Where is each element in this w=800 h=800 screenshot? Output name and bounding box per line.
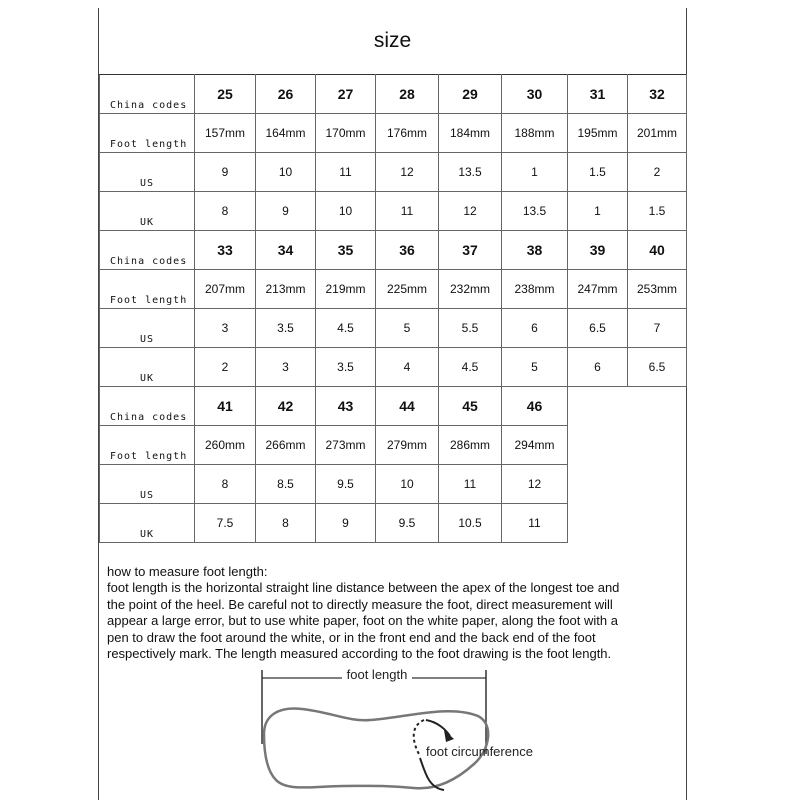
us-size-cell: 6.5 xyxy=(568,309,628,348)
us-size-cell: 7 xyxy=(628,309,687,348)
china-code-label: China codes xyxy=(100,387,195,426)
china-code-cell: 25 xyxy=(195,75,256,114)
size-chart-sheet xyxy=(98,8,687,800)
foot-length-cell: 225mm xyxy=(376,270,439,309)
china-code-label: China codes xyxy=(100,231,195,270)
foot-length-row xyxy=(100,270,687,309)
measure-instructions xyxy=(107,564,682,662)
uk-size-cell: 3 xyxy=(256,348,316,387)
uk-size-cell: 5 xyxy=(502,348,568,387)
us-size-row xyxy=(100,309,687,348)
us-size-cell: 3 xyxy=(195,309,256,348)
empty-cell xyxy=(628,465,687,504)
empty-cell xyxy=(568,465,628,504)
us-size-cell: 8.5 xyxy=(256,465,316,504)
china-code-cell: 36 xyxy=(376,231,439,270)
uk-size-cell: 11 xyxy=(502,504,568,543)
uk-size-cell: 12 xyxy=(439,192,502,231)
foot-length-cell: 176mm xyxy=(376,114,439,153)
foot-length-cell: 157mm xyxy=(195,114,256,153)
china-code-cell: 31 xyxy=(568,75,628,114)
us-size-row xyxy=(100,465,687,504)
uk-size-cell: 9.5 xyxy=(376,504,439,543)
foot-length-cell: 188mm xyxy=(502,114,568,153)
uk-size-cell: 2 xyxy=(195,348,256,387)
foot-length-cell: 164mm xyxy=(256,114,316,153)
us-size-cell: 3.5 xyxy=(256,309,316,348)
empty-cell xyxy=(568,426,628,465)
us-size-cell: 11 xyxy=(316,153,376,192)
uk-size-cell: 8 xyxy=(256,504,316,543)
china-code-cell: 39 xyxy=(568,231,628,270)
foot-length-label: Foot length xyxy=(100,426,195,465)
foot-length-cell: 213mm xyxy=(256,270,316,309)
uk-size-cell: 8 xyxy=(195,192,256,231)
us-size-cell: 13.5 xyxy=(439,153,502,192)
china-code-cell: 40 xyxy=(628,231,687,270)
instructions-line: foot length is the horizontal straight line distance between the apex of the longest toe and xyxy=(107,580,620,596)
uk-size-cell: 10.5 xyxy=(439,504,502,543)
instructions-line: pen to draw the foot around the white, or in the front end and the back end of the foot xyxy=(107,629,596,645)
foot-length-cell: 201mm xyxy=(628,114,687,153)
empty-cell xyxy=(628,504,687,543)
empty-cell xyxy=(568,387,628,426)
us-size-cell: 1.5 xyxy=(568,153,628,192)
foot-length-cell: 247mm xyxy=(568,270,628,309)
foot-circumference-label: foot circumference xyxy=(426,744,533,759)
foot-length-cell: 253mm xyxy=(628,270,687,309)
china-code-cell: 33 xyxy=(195,231,256,270)
us-size-cell: 6 xyxy=(502,309,568,348)
uk-size-cell: 1 xyxy=(568,192,628,231)
uk-size-row xyxy=(100,348,687,387)
instructions-line: respectively mark. The length measured according to the foot drawing is the foot length. xyxy=(107,646,612,662)
us-size-label: US xyxy=(100,153,195,192)
foot-length-cell: 184mm xyxy=(439,114,502,153)
empty-cell xyxy=(568,504,628,543)
us-size-cell: 4.5 xyxy=(316,309,376,348)
us-size-cell: 9 xyxy=(195,153,256,192)
china-code-cell: 43 xyxy=(316,387,376,426)
china-code-cell: 41 xyxy=(195,387,256,426)
china-code-cell: 29 xyxy=(439,75,502,114)
uk-size-cell: 6.5 xyxy=(628,348,687,387)
uk-size-cell: 9 xyxy=(256,192,316,231)
chart-title: size xyxy=(373,29,412,52)
instructions-heading: how to measure foot length: xyxy=(107,564,268,579)
us-size-cell: 5.5 xyxy=(439,309,502,348)
china-code-cell: 45 xyxy=(439,387,502,426)
empty-cell xyxy=(628,387,687,426)
china-code-row xyxy=(100,75,687,114)
uk-size-cell: 9 xyxy=(316,504,376,543)
foot-length-cell: 266mm xyxy=(256,426,316,465)
us-size-cell: 10 xyxy=(256,153,316,192)
china-code-label: China codes xyxy=(100,75,195,114)
foot-length-row xyxy=(100,114,687,153)
us-size-cell: 2 xyxy=(628,153,687,192)
us-size-cell: 10 xyxy=(376,465,439,504)
foot-length-cell: 279mm xyxy=(376,426,439,465)
china-code-row xyxy=(100,231,687,270)
china-code-cell: 44 xyxy=(376,387,439,426)
circumference-loop-dashed xyxy=(414,720,424,756)
foot-length-cell: 238mm xyxy=(502,270,568,309)
us-size-cell: 11 xyxy=(439,465,502,504)
foot-length-cell: 195mm xyxy=(568,114,628,153)
us-size-cell: 12 xyxy=(502,465,568,504)
foot-length-cell: 294mm xyxy=(502,426,568,465)
foot-length-cell: 207mm xyxy=(195,270,256,309)
us-size-label: US xyxy=(100,465,195,504)
china-code-cell: 34 xyxy=(256,231,316,270)
china-code-cell: 46 xyxy=(502,387,568,426)
foot-length-cell: 232mm xyxy=(439,270,502,309)
foot-length-row xyxy=(100,426,687,465)
foot-length-cell: 170mm xyxy=(316,114,376,153)
circumference-arrowhead xyxy=(444,730,454,742)
foot-length-label: Foot length xyxy=(100,114,195,153)
instructions-line: appear a large error, but to use white paper, foot on the white paper, along the foot with a xyxy=(107,613,618,629)
foot-length-cell: 260mm xyxy=(195,426,256,465)
us-size-cell: 5 xyxy=(376,309,439,348)
foot-length-label: foot length xyxy=(346,667,408,682)
instructions-line: the point of the heel. Be careful not to directly measure the foot, direct measurement will xyxy=(107,596,613,612)
empty-cell xyxy=(628,426,687,465)
china-code-cell: 32 xyxy=(628,75,687,114)
china-code-cell: 42 xyxy=(256,387,316,426)
uk-size-cell: 10 xyxy=(316,192,376,231)
uk-size-cell: 4 xyxy=(376,348,439,387)
size-table xyxy=(99,74,687,543)
china-code-cell: 35 xyxy=(316,231,376,270)
foot-diagram xyxy=(254,664,533,800)
uk-size-row xyxy=(100,504,687,543)
uk-size-label: UK xyxy=(100,348,195,387)
china-code-cell: 37 xyxy=(439,231,502,270)
china-code-row xyxy=(100,387,687,426)
us-size-cell: 12 xyxy=(376,153,439,192)
us-size-cell: 8 xyxy=(195,465,256,504)
uk-size-cell: 1.5 xyxy=(628,192,687,231)
us-size-label: US xyxy=(100,309,195,348)
uk-size-cell: 7.5 xyxy=(195,504,256,543)
china-code-cell: 38 xyxy=(502,231,568,270)
foot-length-cell: 273mm xyxy=(316,426,376,465)
china-code-cell: 30 xyxy=(502,75,568,114)
uk-size-cell: 6 xyxy=(568,348,628,387)
foot-length-label: Foot length xyxy=(100,270,195,309)
uk-size-cell: 4.5 xyxy=(439,348,502,387)
china-code-cell: 26 xyxy=(256,75,316,114)
uk-size-cell: 11 xyxy=(376,192,439,231)
uk-size-label: UK xyxy=(100,192,195,231)
foot-length-cell: 286mm xyxy=(439,426,502,465)
uk-size-label: UK xyxy=(100,504,195,543)
uk-size-cell: 13.5 xyxy=(502,192,568,231)
uk-size-row xyxy=(100,192,687,231)
uk-size-cell: 3.5 xyxy=(316,348,376,387)
foot-length-cell: 219mm xyxy=(316,270,376,309)
china-code-cell: 28 xyxy=(376,75,439,114)
us-size-cell: 9.5 xyxy=(316,465,376,504)
china-code-cell: 27 xyxy=(316,75,376,114)
us-size-cell: 1 xyxy=(502,153,568,192)
us-size-row xyxy=(100,153,687,192)
